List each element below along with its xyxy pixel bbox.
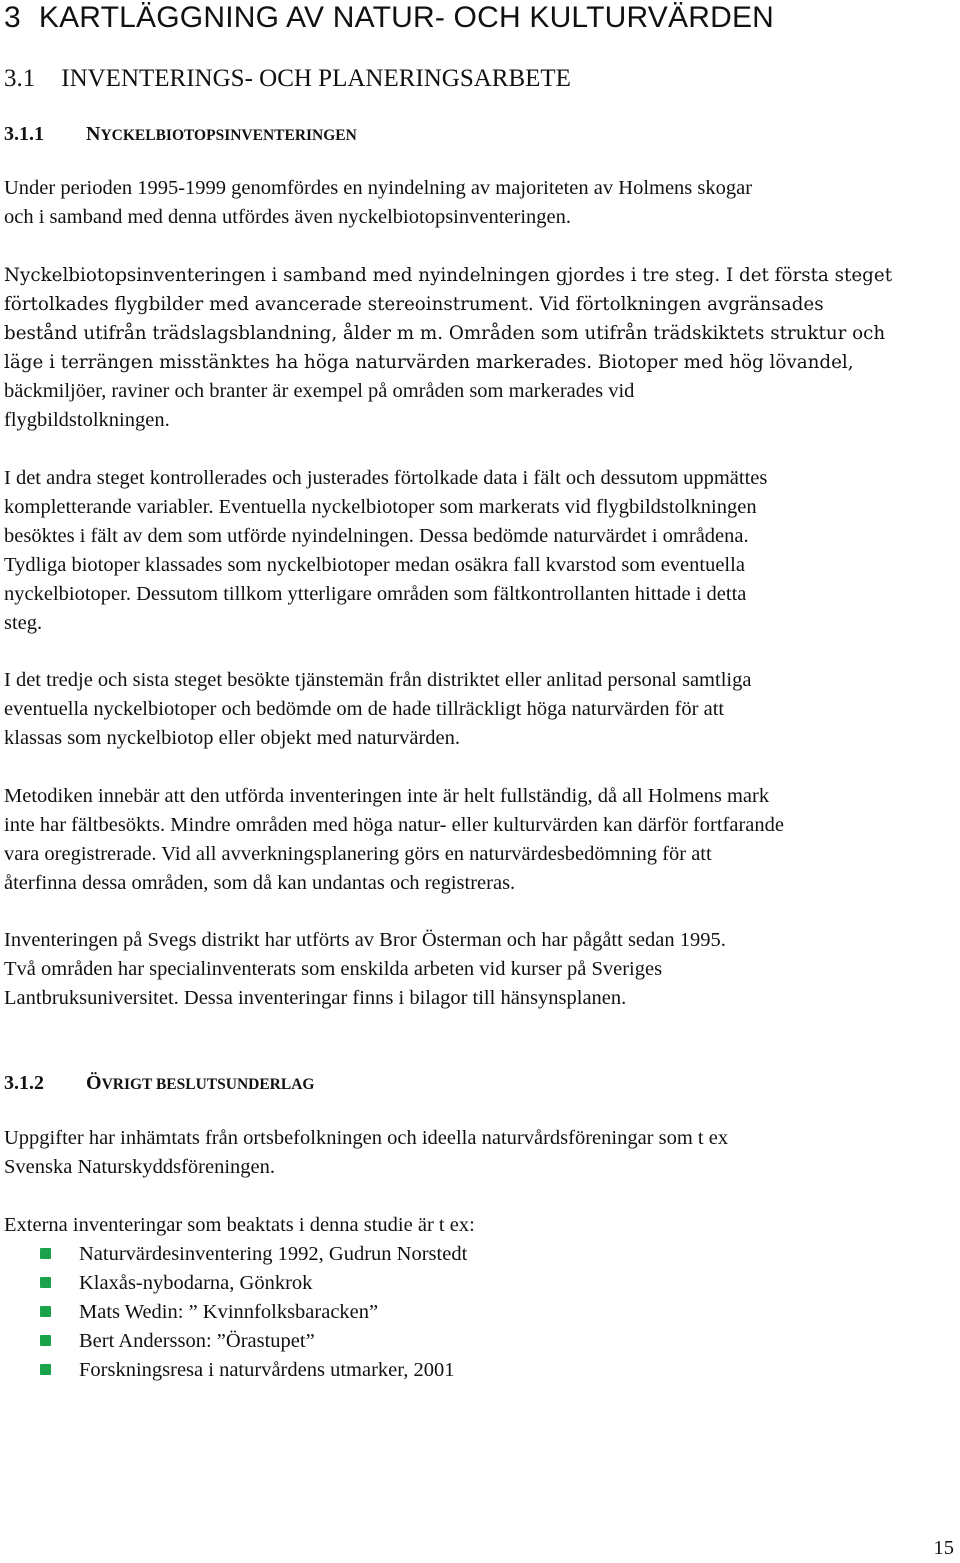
text-line: I det andra steget kontrollerades och justerades förtolkade data i fält och dessutom uppmättes: [4, 467, 768, 489]
text-line: kompletterande variabler. Eventuella nyckelbiotoper som markerats vid flygbildstolkningen: [4, 496, 757, 518]
text-line: nyckelbiotoper. Dessutom tillkom ytterligare områden som fältkontrollanten hittade i detta: [4, 583, 747, 605]
square-bullet-icon: [40, 1306, 51, 1317]
section-heading: [4, 64, 571, 94]
text-line: läge i terrängen misstänktes ha höga naturvärden markerades. Biotoper med hög lövandel,: [4, 352, 854, 373]
paragraph: [4, 926, 960, 1013]
chapter-heading: [4, 0, 774, 36]
external-inventory-list: [40, 1240, 467, 1385]
paragraph: [4, 261, 960, 435]
paragraph: [4, 666, 960, 753]
section-number: 3.1: [4, 65, 36, 92]
text-line: bestånd utifrån trädslagsblandning, ålder m m. Områden som utifrån trädskiktets struktur och: [4, 323, 886, 344]
text-line: och i samband med denna utfördes även nyckelbiotopsinventeringen.: [4, 206, 572, 228]
square-bullet-icon: [40, 1277, 51, 1288]
subsection-number: 3.1.2: [4, 1072, 44, 1094]
subsection-heading-2: [4, 1072, 314, 1095]
section-title: INVENTERINGS- OCH PLANERINGSARBETE: [61, 65, 571, 92]
subsection-title-initial: Ö: [86, 1072, 102, 1094]
text-line: återfinna dessa områden, som då kan undantas och registreras.: [4, 872, 516, 894]
chapter-number: 3: [4, 1, 21, 34]
paragraph: [4, 782, 960, 898]
paragraph: [4, 1211, 960, 1240]
list-item-label: Klaxås-nybodarna, Gönkrok: [79, 1272, 313, 1294]
text-line: inte har fältbesökts. Mindre områden med höga natur- eller kulturvärden kan därför fortfarande: [4, 814, 784, 836]
subsection-title-rest: YCKELBIOTOPSINVENTERINGEN: [100, 127, 357, 144]
subsection-heading-1: [4, 123, 357, 146]
text-line: förtolkades flygbilder med avancerade stereoinstrument. Vid förtolkningen avgränsades: [4, 294, 824, 315]
list-item: [40, 1269, 467, 1298]
paragraph: [4, 1124, 960, 1182]
list-item: [40, 1298, 467, 1327]
subsection-number: 3.1.1: [4, 123, 44, 145]
list-item-label: Forskningsresa i naturvårdens utmarker, 2001: [79, 1359, 455, 1381]
square-bullet-icon: [40, 1364, 51, 1375]
paragraph: [4, 464, 960, 638]
subsection-title-initial: N: [86, 123, 101, 145]
list-item-label: Naturvärdesinventering 1992, Gudrun Norstedt: [79, 1243, 468, 1265]
text-line: eventuella nyckelbiotoper och bedömde om de hade tillräckligt höga naturvärden för att: [4, 698, 725, 720]
text-line: Två områden har specialinventerats som enskilda arbeten vid kurser på Sveriges: [4, 958, 663, 980]
text-line: Under perioden 1995-1999 genomfördes en nyindelning av majoriteten av Holmens skogar: [4, 177, 753, 199]
text-line: klassas som nyckelbiotop eller objekt med naturvärden.: [4, 727, 461, 749]
text-line: steg.: [4, 612, 43, 634]
text-line: I det tredje och sista steget besökte tjänstemän från distriktet eller anlitad personal samtliga: [4, 669, 752, 691]
text-line: flygbildstolkningen.: [4, 409, 170, 431]
text-line: Inventeringen på Svegs distrikt har utförts av Bror Österman och har pågått sedan 1995.: [4, 929, 726, 951]
text-line: Metodiken innebär att den utförda inventeringen inte är helt fullständig, då all Holmens mark: [4, 785, 770, 807]
text-line: Lantbruksuniversitet. Dessa inventeringar finns i bilagor till hänsynsplanen.: [4, 987, 627, 1009]
text-line: Uppgifter har inhämtats från ortsbefolkningen och ideella naturvårdsföreningar som t ex: [4, 1127, 729, 1149]
subsection-title-rest: VRIGT BESLUTSUNDERLAG: [101, 1076, 315, 1093]
text-line: Nyckelbiotopsinventeringen i samband med nyindelningen gjordes i tre steg. I det första steget: [4, 265, 893, 286]
list-item-label: Bert Andersson: ”Örastupet”: [79, 1330, 315, 1352]
page-number: 15: [933, 1537, 954, 1559]
list-item-label: Mats Wedin: ” Kvinnfolksbaracken”: [79, 1301, 379, 1323]
text-line: Externa inventeringar som beaktats i denna studie är t ex:: [4, 1214, 475, 1236]
list-item: [40, 1240, 467, 1269]
text-line: Svenska Naturskyddsföreningen.: [4, 1156, 276, 1178]
list-item: [40, 1327, 467, 1356]
text-line: bäckmiljöer, raviner och branter är exempel på områden som markerades vid: [4, 380, 635, 402]
list-item: [40, 1356, 467, 1385]
paragraph: [4, 174, 960, 232]
text-line: Tydliga biotoper klassades som nyckelbiotoper medan osäkra fall kvarstod som eventuella: [4, 554, 745, 576]
text-line: vara oregistrerade. Vid all avverkningsplanering görs en naturvärdesbedömning för att: [4, 843, 712, 865]
chapter-title: KARTLÄGGNING AV NATUR- OCH KULTURVÄRDEN: [38, 1, 775, 34]
text-line: besöktes i fält av dem som utförde nyindelningen. Dessa bedömde naturvärdet i områdena.: [4, 525, 749, 547]
square-bullet-icon: [40, 1248, 51, 1259]
square-bullet-icon: [40, 1335, 51, 1346]
